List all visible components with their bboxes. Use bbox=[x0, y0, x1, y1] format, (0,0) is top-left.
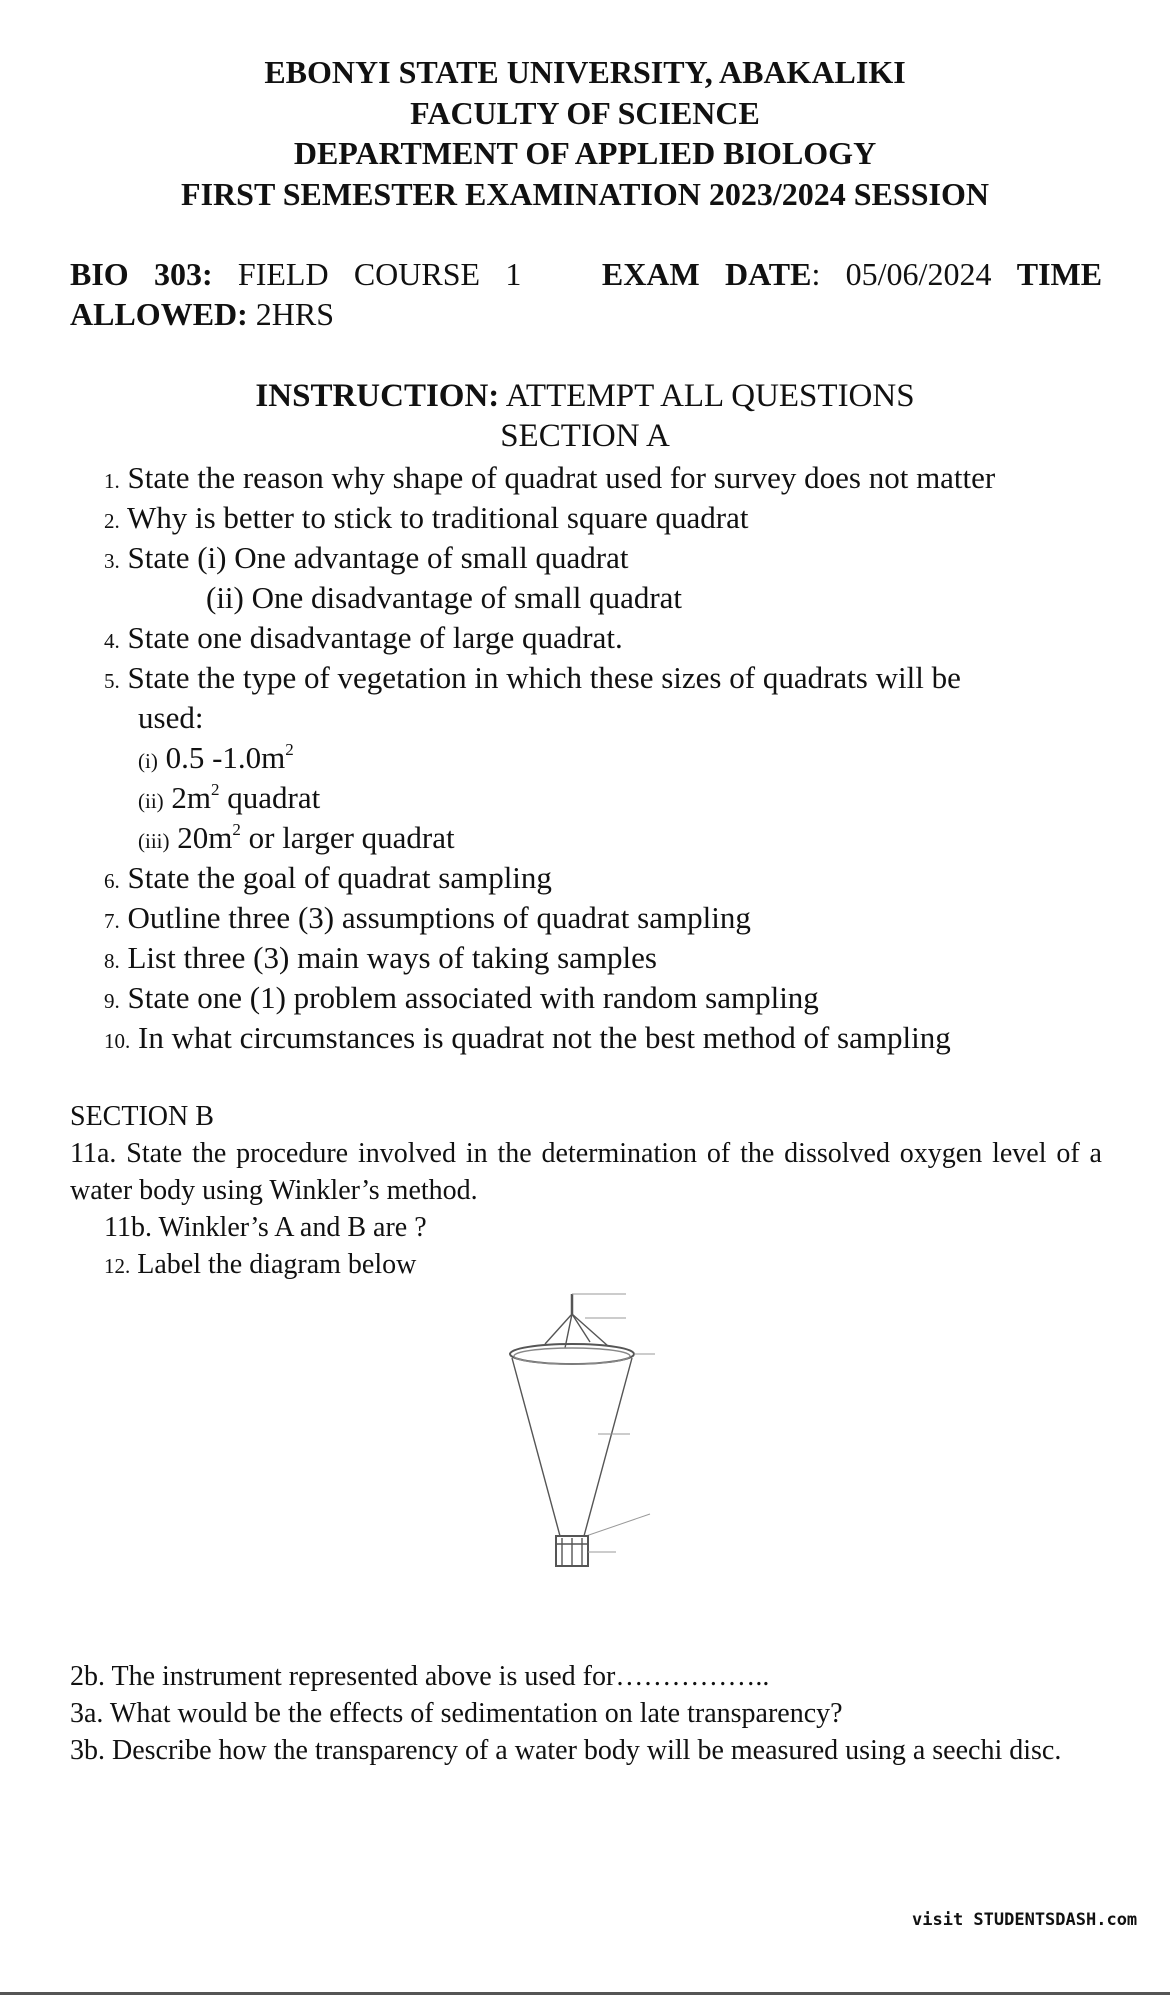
instruction-text: ATTEMPT ALL QUESTIONS bbox=[505, 378, 915, 414]
option-rest: quadrat bbox=[219, 780, 321, 815]
section-a-heading: SECTION A bbox=[500, 418, 670, 454]
question-text: State the goal of quadrat sampling bbox=[127, 860, 552, 895]
section-b-heading: SECTION B bbox=[70, 1101, 214, 1132]
label-line bbox=[586, 1514, 650, 1536]
question-number: 1. bbox=[104, 469, 120, 493]
question-text: State one (1) problem associated with random sampling bbox=[127, 980, 819, 1015]
question-5 bbox=[104, 658, 961, 701]
exam-header bbox=[0, 52, 1170, 214]
question-number: 10. bbox=[104, 1029, 131, 1053]
question-text: State the reason why shape of quadrat used for survey does not matter bbox=[127, 460, 996, 495]
option-label: (iii) bbox=[138, 829, 170, 853]
question-text: List three (3) main ways of taking samples bbox=[127, 940, 657, 975]
question-text: State (i) One advantage of small quadrat bbox=[127, 540, 629, 575]
mouth-ring-inner bbox=[514, 1348, 630, 1364]
question-6 bbox=[104, 858, 552, 901]
instruction-block bbox=[0, 376, 1170, 456]
superscript: 2 bbox=[211, 780, 220, 799]
course-name: FIELD COURSE 1 bbox=[237, 256, 522, 292]
question-number: 6. bbox=[104, 869, 120, 893]
bridle-line bbox=[545, 1314, 572, 1344]
allowed-value: 2HRS bbox=[255, 296, 335, 332]
question-10 bbox=[104, 1018, 951, 1061]
question-number: 2. bbox=[104, 509, 120, 533]
question-number: 3. bbox=[104, 549, 120, 573]
question-5-option-iii bbox=[138, 818, 455, 861]
question-5-option-ii bbox=[138, 778, 320, 821]
superscript: 2 bbox=[232, 820, 241, 839]
option-value: 2m bbox=[171, 780, 212, 815]
net-side bbox=[584, 1358, 632, 1536]
question-4 bbox=[104, 618, 623, 661]
question-text: (ii) One disadvantage of small quadrat bbox=[206, 580, 683, 615]
question-number: 9. bbox=[104, 989, 120, 1013]
question-2 bbox=[104, 498, 749, 541]
option-rest: or larger quadrat bbox=[240, 820, 455, 855]
question-3b: 3b. Describe how the transparency of a water body will be measured using a seechi disc. bbox=[70, 1735, 1062, 1766]
question-number: 5. bbox=[104, 669, 120, 693]
question-9 bbox=[104, 978, 819, 1021]
question-number: 12. bbox=[104, 1254, 131, 1278]
course-info bbox=[70, 254, 1102, 294]
question-11a: 11a. State the procedure involved in the determination of the dissolved oxygen level of a water body using Winkler’s method. bbox=[70, 1138, 1102, 1206]
option-value: 20m bbox=[177, 820, 233, 855]
allowed-label: ALLOWED: bbox=[70, 296, 248, 332]
question-2b: 2b. The instrument represented above is used for…………….. bbox=[70, 1661, 770, 1692]
question-number: 8. bbox=[104, 949, 120, 973]
department-name: DEPARTMENT OF APPLIED BIOLOGY bbox=[293, 135, 877, 171]
question-7 bbox=[104, 898, 751, 941]
question-text: In what circumstances is quadrat not the best method of sampling bbox=[138, 1020, 951, 1055]
option-value: 0.5 -1.0m bbox=[165, 740, 286, 775]
superscript: 2 bbox=[285, 740, 294, 759]
question-5-option-i bbox=[138, 738, 294, 781]
question-text: used: bbox=[138, 700, 204, 735]
university-name: EBONYI STATE UNIVERSITY, ABAKALIKI bbox=[264, 54, 906, 90]
course-code: BIO 303: bbox=[70, 256, 213, 292]
question-text: Label the diagram below bbox=[137, 1249, 417, 1280]
question-12 bbox=[104, 1246, 416, 1285]
question-3-part-ii bbox=[206, 578, 682, 618]
question-text: State one disadvantage of large quadrat. bbox=[127, 620, 623, 655]
question-number: 4. bbox=[104, 629, 120, 653]
time-allowed bbox=[70, 294, 334, 334]
question-text: State the type of vegetation in which these sizes of quadrats will be bbox=[127, 660, 961, 695]
option-label: (ii) bbox=[138, 789, 164, 813]
question-text: Outline three (3) assumptions of quadrat sampling bbox=[127, 900, 751, 935]
faculty-name: FACULTY OF SCIENCE bbox=[410, 94, 760, 131]
bridle-line bbox=[565, 1314, 572, 1348]
question-8 bbox=[104, 938, 657, 981]
plankton-net-diagram bbox=[490, 1286, 690, 1581]
question-3 bbox=[104, 538, 628, 581]
question-text: Why is better to stick to traditional square quadrat bbox=[126, 500, 749, 535]
exam-date-value: : 05/06/2024 bbox=[811, 256, 992, 292]
question-1 bbox=[104, 458, 995, 501]
question-11b: 11b. Winkler’s A and B are ? bbox=[104, 1212, 427, 1243]
exam-date-label: EXAM DATE bbox=[601, 256, 812, 292]
option-label: (i) bbox=[138, 749, 158, 773]
time-label: TIME bbox=[1016, 256, 1103, 292]
net-side bbox=[512, 1358, 560, 1536]
exam-title: FIRST SEMESTER EXAMINATION 2023/2024 SESSION bbox=[181, 175, 989, 212]
watermark-text: visit STUDENTSDASH.com bbox=[912, 1910, 1138, 1930]
instruction-label: INSTRUCTION: bbox=[255, 378, 500, 414]
question-number: 7. bbox=[104, 909, 120, 933]
question-3a: 3a. What would be the effects of sedimentation on late transparency? bbox=[70, 1698, 843, 1729]
question-5-continued bbox=[138, 698, 203, 738]
